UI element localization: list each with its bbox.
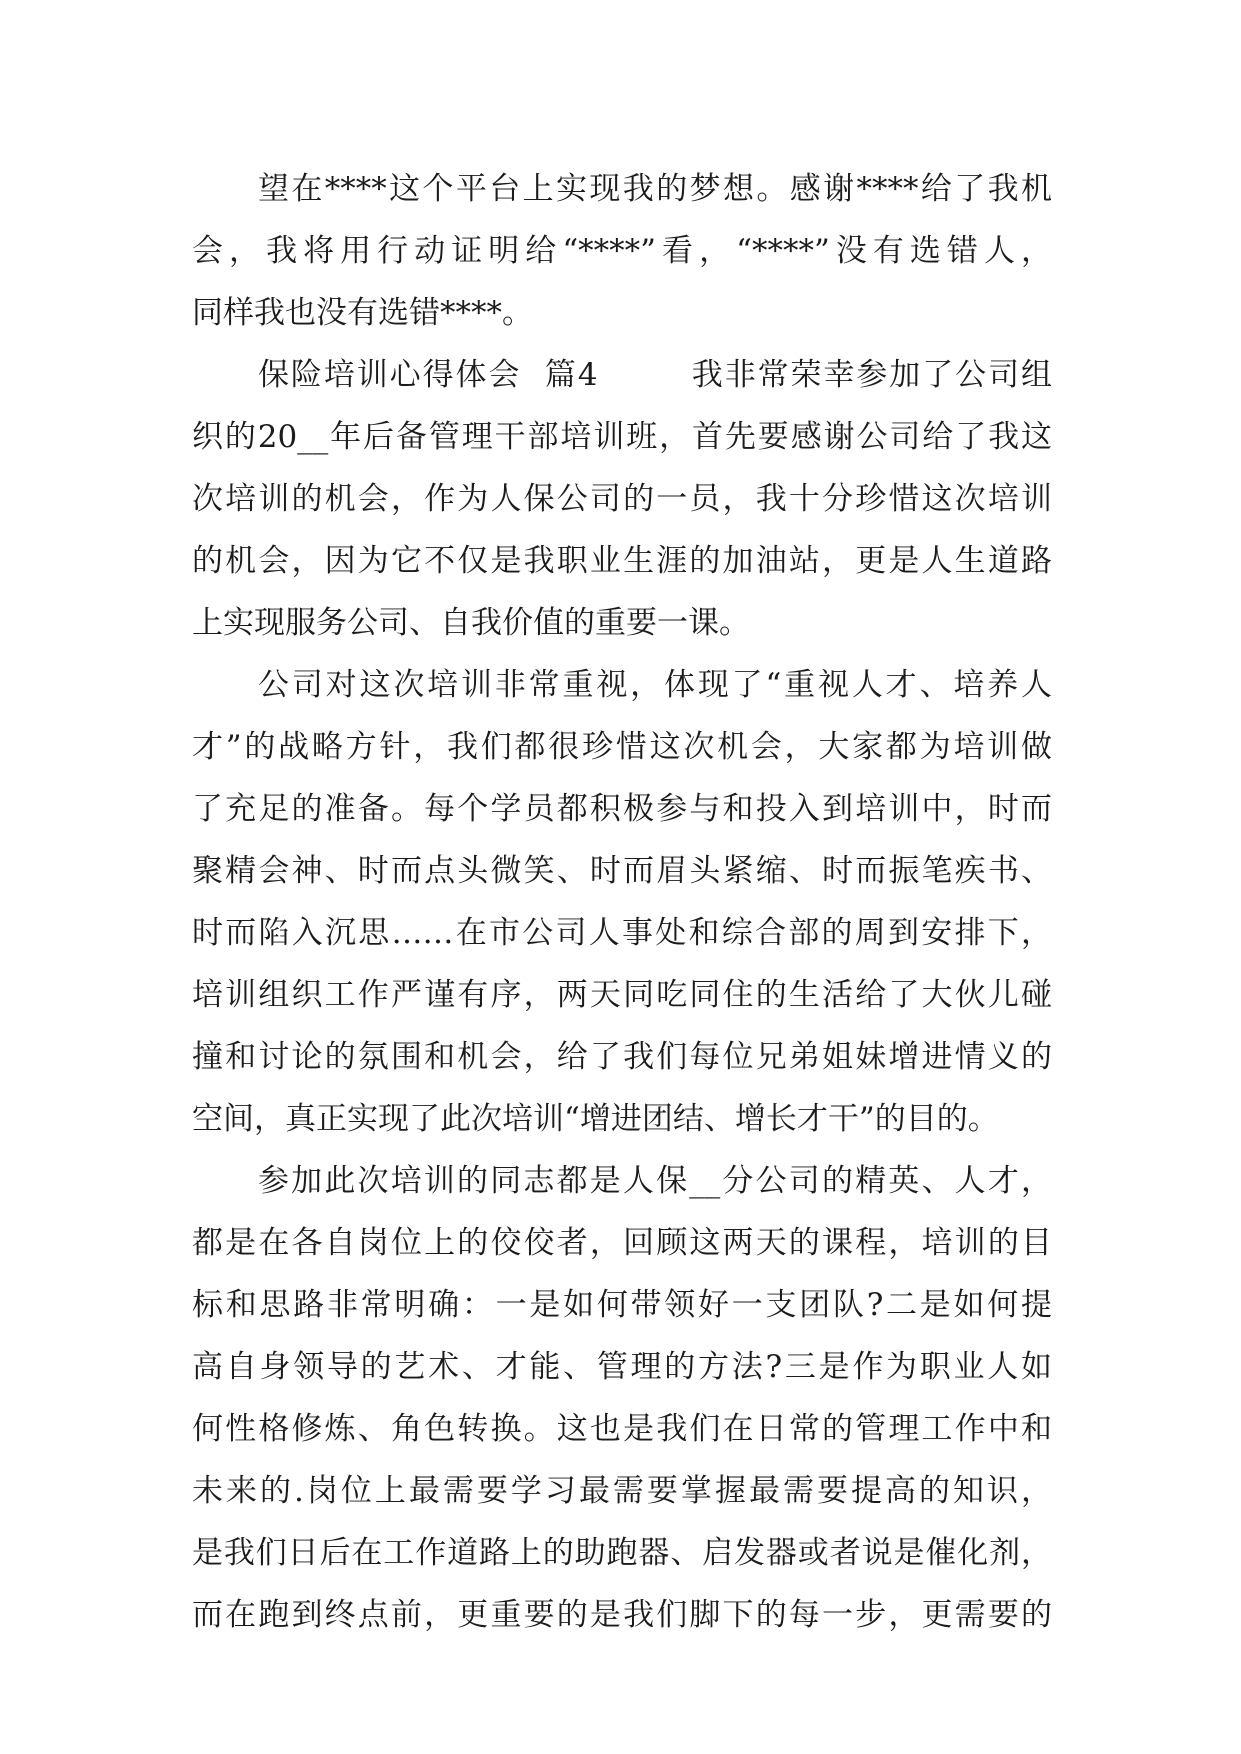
- paragraph-3: [192, 654, 1052, 1150]
- paragraph-line: 保险培训心得体会 篇4 我非常荣幸参加了公司组: [258, 357, 1052, 393]
- paragraph-line: 的机会，因为它不仅是我职业生涯的加油站，更是人生道路: [192, 543, 1052, 579]
- paragraph-line: 参加此次培训的同志都是人保__分公司的精英、人才，: [258, 1163, 1052, 1199]
- paragraph-line: 都是在各自岗位上的佼佼者，回顾这两天的课程，培训的目: [192, 1225, 1052, 1261]
- paragraph-1: [192, 158, 1052, 344]
- paragraph-line: 何性格修炼、角色转换。这也是我们在日常的管理工作中和: [192, 1411, 1052, 1447]
- paragraph-line: 了充足的准备。每个学员都积极参与和投入到培训中，时而: [192, 791, 1052, 827]
- paragraph-line: 望在****这个平台上实现我的梦想。感谢****给了我机: [258, 171, 1052, 207]
- paragraph-line: 上实现服务公司、自我价值的重要一课。: [192, 605, 750, 641]
- paragraph-line: 培训组织工作严谨有序，两天同吃同住的生活给了大伙儿碰: [192, 977, 1052, 1013]
- paragraph-line: 次培训的机会，作为人保公司的一员，我十分珍惜这次培训: [192, 481, 1052, 517]
- paragraph-line: 才”的战略方针，我们都很珍惜这次机会，大家都为培训做: [192, 729, 1052, 765]
- paragraph-line: 时而陷入沉思……在市公司人事处和综合部的周到安排下，: [192, 915, 1052, 951]
- paragraph-line: 而在跑到终点前，更重要的是我们脚下的每一步，更需要的: [192, 1597, 1052, 1633]
- paragraph-line: 空间，真正实现了此次培训“增进团结、增长才干”的目的。: [192, 1101, 999, 1137]
- document-body: [192, 158, 1052, 1646]
- paragraph-line: 撞和讨论的氛围和机会，给了我们每位兄弟姐妹增进情义的: [192, 1039, 1052, 1075]
- paragraph-2: [192, 344, 1052, 654]
- paragraph-line: 织的20__年后备管理干部培训班，首先要感谢公司给了我这: [192, 419, 1052, 455]
- paragraph-line: 高自身领导的艺术、才能、管理的方法?三是作为职业人如: [192, 1349, 1052, 1385]
- paragraph-4: [192, 1150, 1052, 1646]
- paragraph-line: 同样我也没有选错****。: [192, 295, 533, 331]
- paragraph-line: 是我们日后在工作道路上的助跑器、启发器或者说是催化剂，: [192, 1535, 1052, 1571]
- paragraph-line: 公司对这次培训非常重视，体现了“重视人才、培养人: [258, 667, 1052, 703]
- paragraph-line: 聚精会神、时而点头微笑、时而眉头紧缩、时而振笔疾书、: [192, 853, 1052, 889]
- paragraph-line: 标和思路非常明确：一是如何带领好一支团队?二是如何提: [192, 1287, 1052, 1323]
- paragraph-line: 未来的.岗位上最需要学习最需要掌握最需要提高的知识，: [192, 1473, 1052, 1509]
- paragraph-line: 会，我将用行动证明给“****”看，“****”没有选错人，: [192, 233, 1052, 269]
